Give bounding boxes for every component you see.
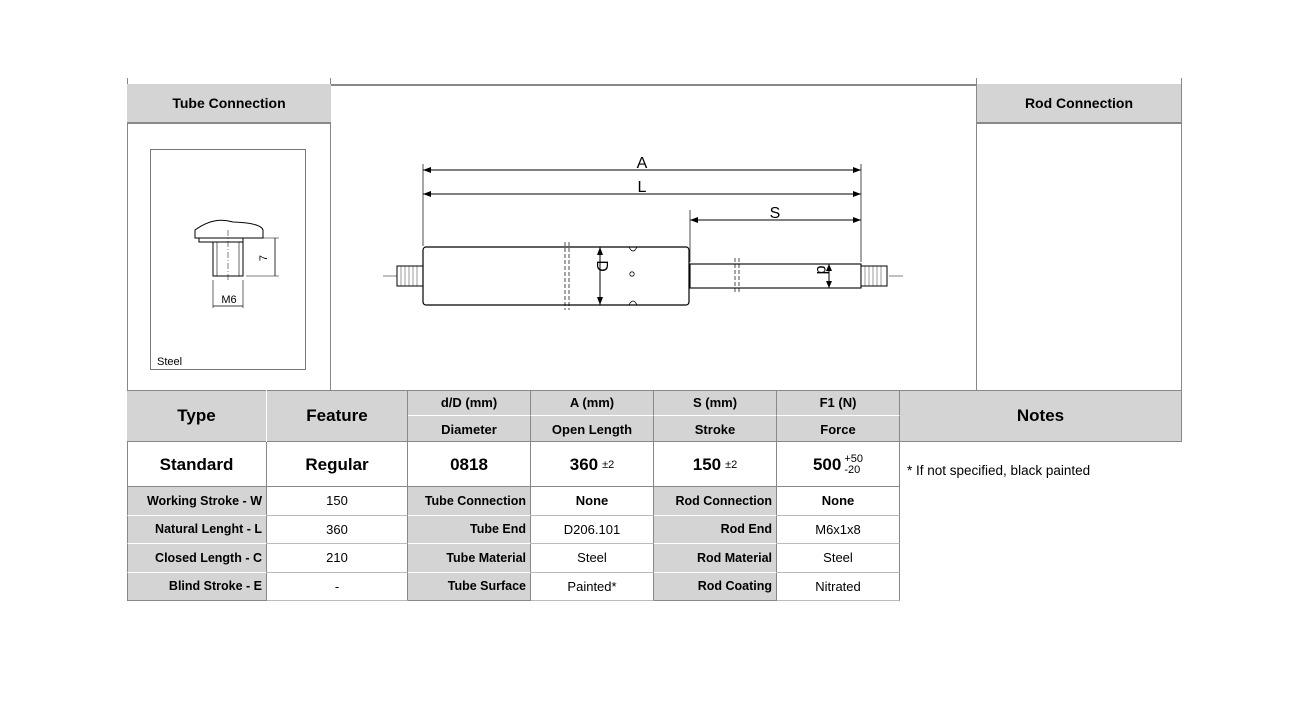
notes-header <box>900 390 1182 442</box>
gas-spring-drawing <box>331 86 977 392</box>
feature-header <box>267 390 408 442</box>
col-header-stroke-top: S (mm) <box>654 390 777 416</box>
open-length-value: 360 <box>569 454 599 474</box>
detail-value: 210 <box>267 544 408 573</box>
rod-connection-header <box>977 84 1181 124</box>
detail-label: Blind Stroke - E <box>127 573 267 602</box>
detail-value: Nitrated <box>777 573 900 602</box>
notes-header-label: Notes <box>1016 406 1065 425</box>
detail-value: None <box>531 487 654 516</box>
col-header-length-bottom: Open Length <box>531 416 654 442</box>
stroke-tolerance: ±2 <box>725 458 738 471</box>
col-header-stroke-bottom: Stroke <box>654 416 777 442</box>
dim-l-label: L <box>637 179 647 196</box>
force-cell <box>777 442 900 487</box>
tube-connection-title: Tube Connection <box>172 95 286 111</box>
detail-value: - <box>267 573 408 602</box>
tube-connection-drawing <box>150 149 306 370</box>
tube-height-label: 7 <box>258 254 270 262</box>
detail-label: Rod Material <box>654 544 777 573</box>
detail-label: Tube End <box>408 516 531 545</box>
type-header <box>127 390 267 442</box>
tube-material-label: Steel <box>157 356 183 368</box>
detail-label: Rod Connection <box>654 487 777 516</box>
col-header-force-bottom: Force <box>777 416 900 442</box>
type-header-label: Type <box>177 406 216 425</box>
dim-a-label: A <box>636 155 648 172</box>
feature-header-label: Feature <box>306 406 368 425</box>
dim-D-label: D <box>593 260 610 272</box>
dim-d-label: d <box>813 265 830 275</box>
tube-connection-header <box>127 84 331 124</box>
detail-value: 360 <box>267 516 408 545</box>
tube-thread-label: M6 <box>221 294 237 306</box>
force-tolerance-plus: +50 <box>844 452 864 465</box>
type-value: Standard <box>127 442 267 487</box>
stroke-value: 150 <box>692 454 722 474</box>
col-header-length-top: A (mm) <box>531 390 654 416</box>
note-text: * If not specified, black painted <box>907 463 1091 478</box>
detail-label: Closed Length - C <box>127 544 267 573</box>
col-header-diameter-bottom: Diameter <box>408 416 531 442</box>
open-length-tolerance: ±2 <box>602 458 615 471</box>
feature-value: Regular <box>267 442 408 487</box>
rod-connection-title: Rod Connection <box>1024 95 1134 111</box>
detail-value: Painted* <box>531 573 654 602</box>
detail-label: Tube Connection <box>408 487 531 516</box>
detail-label: Rod Coating <box>654 573 777 602</box>
rod-connection-panel <box>976 78 1182 390</box>
tube-fitting-sketch <box>151 150 307 371</box>
col-header-force-top: F1 (N) <box>777 390 900 416</box>
detail-value: 150 <box>267 487 408 516</box>
main-drawing-panel <box>331 84 977 390</box>
diameter-value: 0818 <box>408 442 531 487</box>
force-value: 500 <box>812 454 842 474</box>
detail-label: Tube Material <box>408 544 531 573</box>
force-tolerance <box>844 454 863 476</box>
detail-label: Tube Surface <box>408 573 531 602</box>
detail-label: Working Stroke - W <box>127 487 267 516</box>
detail-value: Steel <box>777 544 900 573</box>
dim-s-label: S <box>769 205 781 222</box>
open-length-cell <box>531 442 654 487</box>
detail-value: D206.101 <box>531 516 654 545</box>
detail-value: M6x1x8 <box>777 516 900 545</box>
detail-label: Natural Lenght - L <box>127 516 267 545</box>
detail-value: None <box>777 487 900 516</box>
stroke-cell <box>654 442 777 487</box>
force-tolerance-minus: -20 <box>844 463 861 476</box>
detail-value: Steel <box>531 544 654 573</box>
col-header-diameter-top: d/D (mm) <box>408 390 531 416</box>
detail-label: Rod End <box>654 516 777 545</box>
